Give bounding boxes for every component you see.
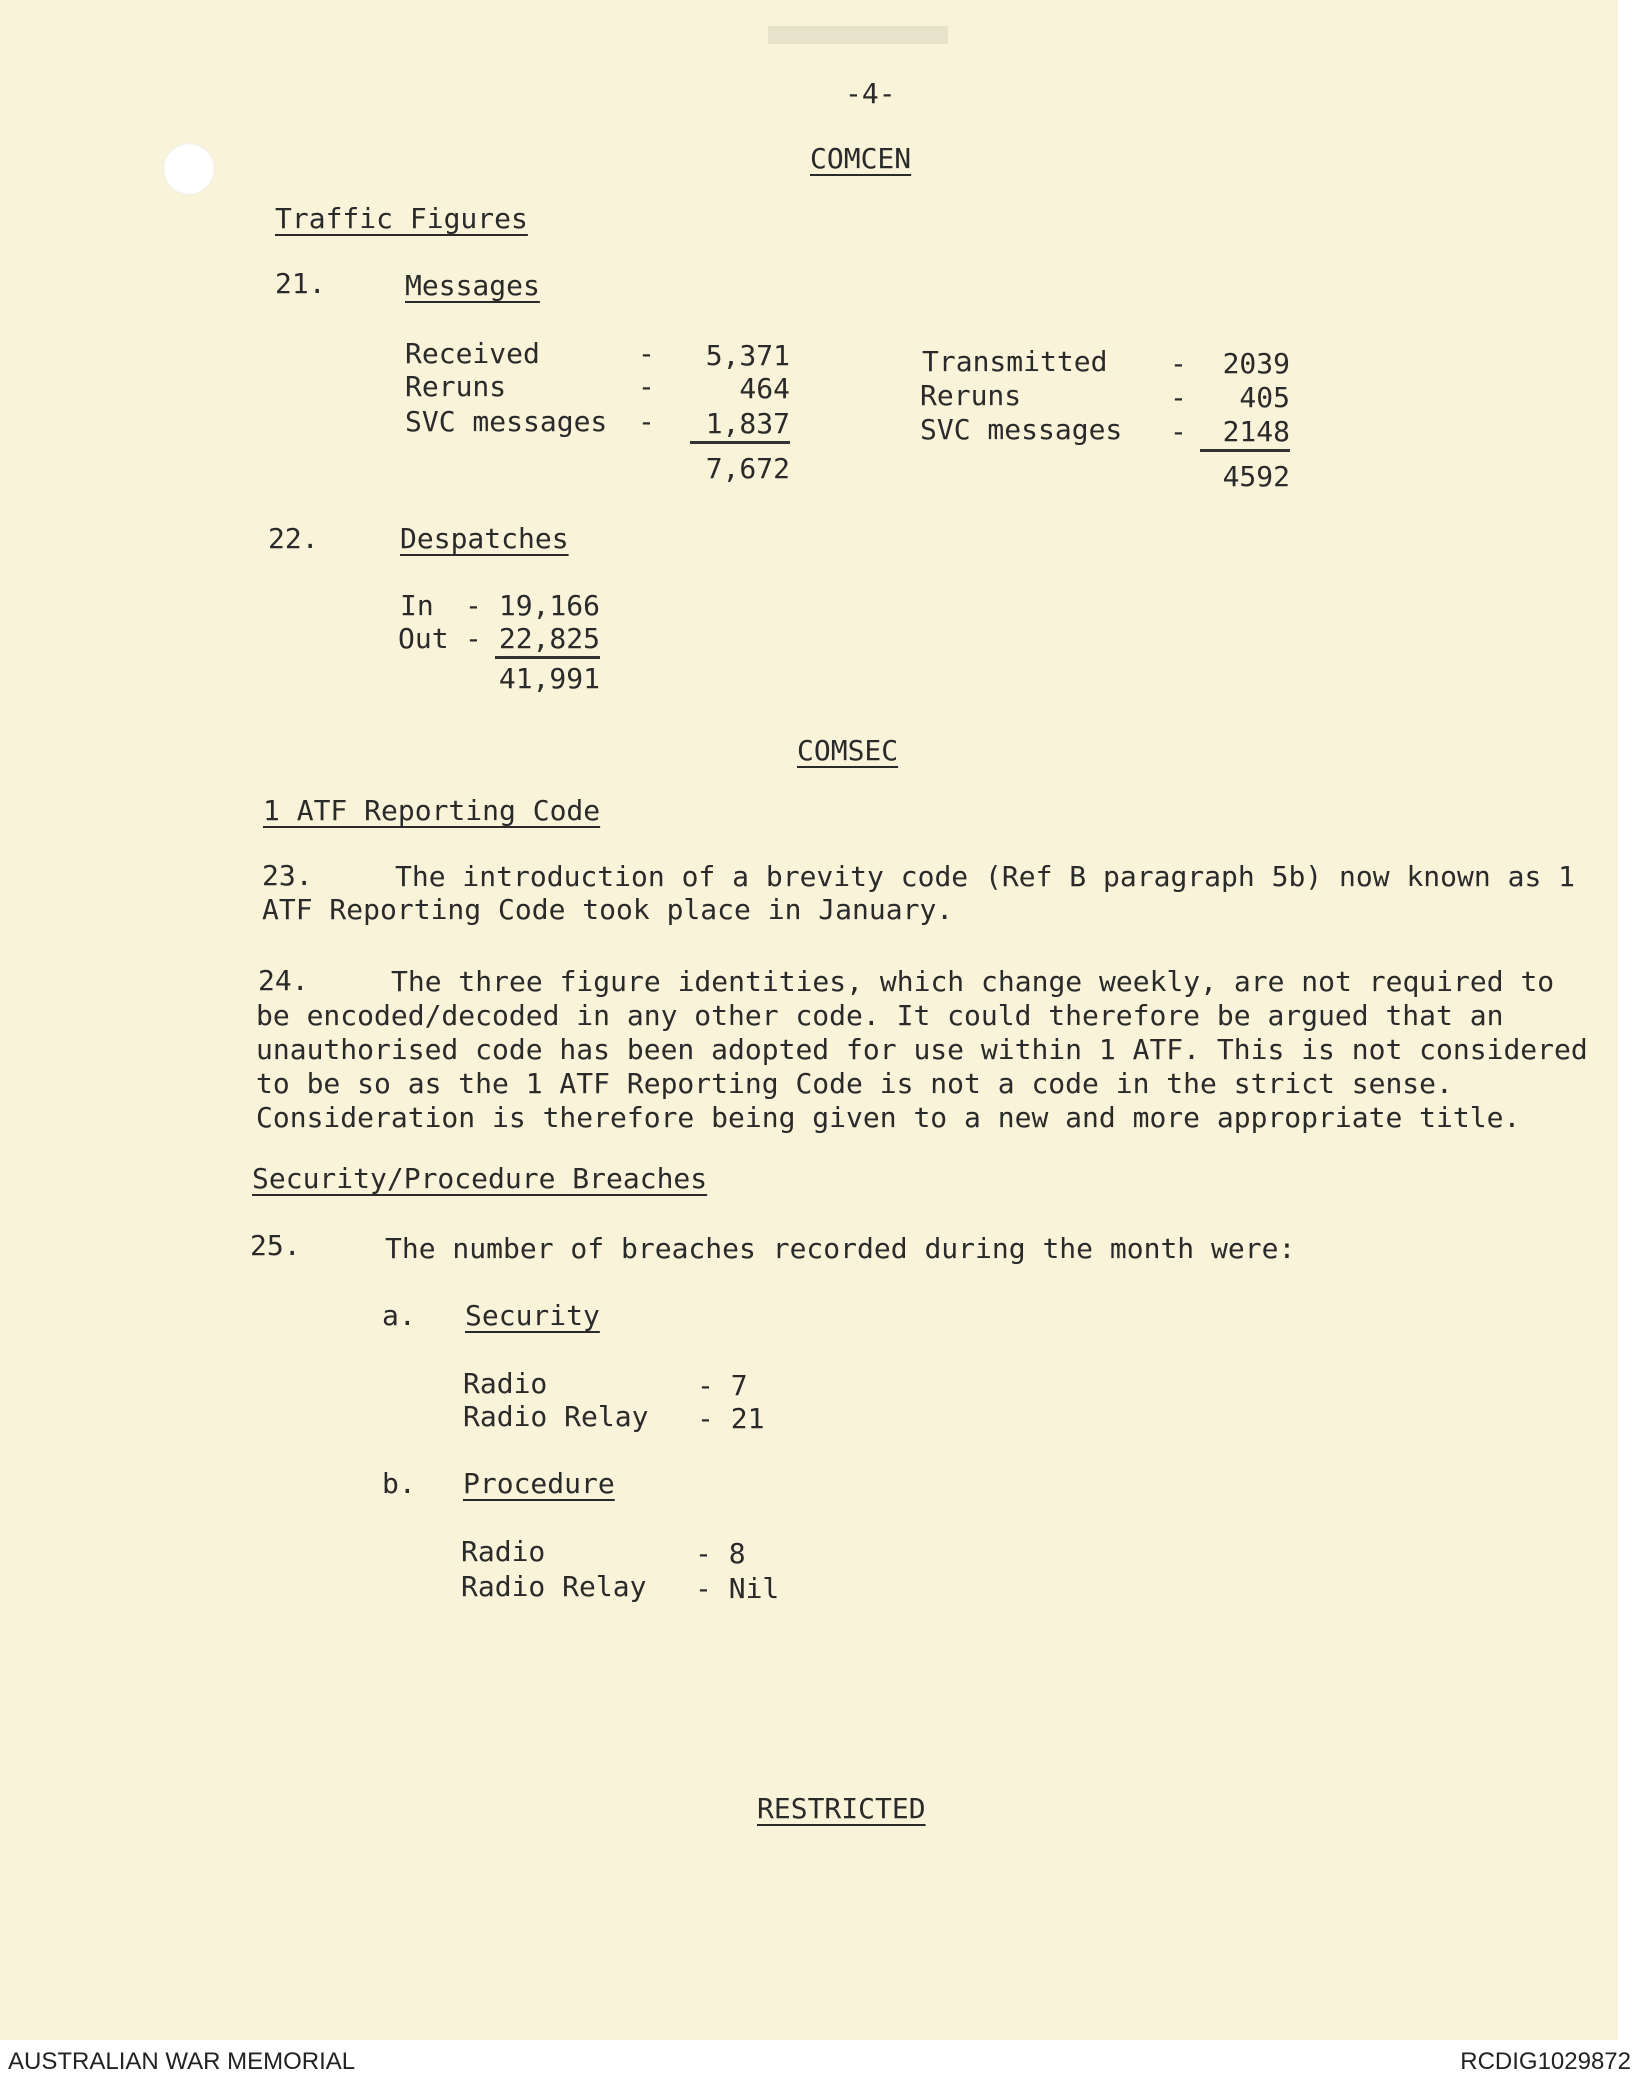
transmitted-dash: - xyxy=(1170,347,1187,380)
despatches-in-value: 19,166 xyxy=(498,589,600,622)
procedure-relay-value: - Nil xyxy=(695,1572,780,1605)
heading-comcen: COMCEN xyxy=(810,142,912,175)
para-number-22: 22. xyxy=(268,522,319,555)
received-value: 5,371 xyxy=(705,339,790,372)
svc-dash: - xyxy=(638,405,655,438)
footer-id: RCDIG1029872 xyxy=(1460,2048,1631,2075)
procedure-radio-label: Radio xyxy=(461,1535,546,1568)
section-breaches: Security/Procedure Breaches xyxy=(252,1162,708,1195)
despatches-total: 41,991 xyxy=(498,662,600,695)
para-25-text: The number of breaches recorded during the month were: xyxy=(385,1232,1296,1265)
para-number-24: 24. xyxy=(258,964,309,997)
procedure-radio-value: - 8 xyxy=(695,1537,746,1570)
reruns-right-dash: - xyxy=(1170,381,1187,414)
received-dash: - xyxy=(638,337,655,370)
despatches-title: Despatches xyxy=(400,522,569,555)
svc-label: SVC messages xyxy=(405,405,608,438)
reruns-value: 464 xyxy=(739,372,790,405)
security-title: Security xyxy=(465,1299,600,1332)
para-number-23: 23. xyxy=(262,859,313,892)
reruns-label: Reruns xyxy=(405,370,507,403)
despatches-out-dash: - xyxy=(465,622,482,655)
transmitted-label: Transmitted xyxy=(922,345,1108,378)
procedure-title: Procedure xyxy=(463,1467,615,1500)
despatches-in-label: In xyxy=(400,589,434,622)
despatches-out-label: Out xyxy=(398,622,449,655)
svc-right-value: 2148 xyxy=(1200,418,1290,452)
received-label: Received xyxy=(405,337,540,370)
messages-title: Messages xyxy=(405,269,540,302)
para-23-text: The introduction of a brevity code (Ref B paragraph 5b) now known as 1 ATF Reporting Code took place in January. xyxy=(262,860,1576,926)
section-traffic-figures: Traffic Figures xyxy=(275,202,528,235)
para-number-25: 25. xyxy=(250,1229,301,1262)
security-radio-label: Radio xyxy=(463,1367,548,1400)
para-24-text: The three figure identities, which change weekly, are not required to be encoded/decoded in any other code. It could therefore be argued that an unauthorised code has been adopted for use within 1 ATF. This is not considered to be so as the 1 ATF Reporting Code is not a code in the strict sense. Consideration is therefore being given to a new and more appropriate title. xyxy=(256,965,1588,1134)
para-number-21: 21. xyxy=(275,267,326,300)
transmitted-value: 2039 xyxy=(1222,347,1290,380)
security-relay-value: - 21 xyxy=(697,1402,765,1435)
svc-right-dash: - xyxy=(1170,415,1187,448)
security-relay-label: Radio Relay xyxy=(463,1400,649,1433)
transmitted-total: 4592 xyxy=(1222,460,1290,493)
procedure-relay-label: Radio Relay xyxy=(461,1570,647,1603)
page-number: -4- xyxy=(845,77,896,110)
despatches-out-value: 22,825 xyxy=(495,625,600,659)
footer-source: AUSTRALIAN WAR MEMORIAL xyxy=(8,2048,356,2075)
heading-comsec: COMSEC xyxy=(797,734,899,767)
classification-marking: RESTRICTED xyxy=(757,1792,926,1825)
item-b-letter: b. xyxy=(382,1467,416,1500)
item-a-letter: a. xyxy=(382,1299,416,1332)
svc-value: 1,837 xyxy=(690,410,790,444)
security-radio-value: - 7 xyxy=(697,1369,748,1402)
section-reporting-code: 1 ATF Reporting Code xyxy=(263,794,601,827)
received-total: 7,672 xyxy=(705,452,790,485)
svc-right-label: SVC messages xyxy=(920,413,1123,446)
punch-hole xyxy=(163,143,215,195)
reruns-dash: - xyxy=(638,370,655,403)
despatches-in-dash: - xyxy=(465,589,482,622)
stamp-mark xyxy=(768,26,948,44)
reruns-right-label: Reruns xyxy=(920,379,1022,412)
reruns-right-value: 405 xyxy=(1239,381,1290,414)
